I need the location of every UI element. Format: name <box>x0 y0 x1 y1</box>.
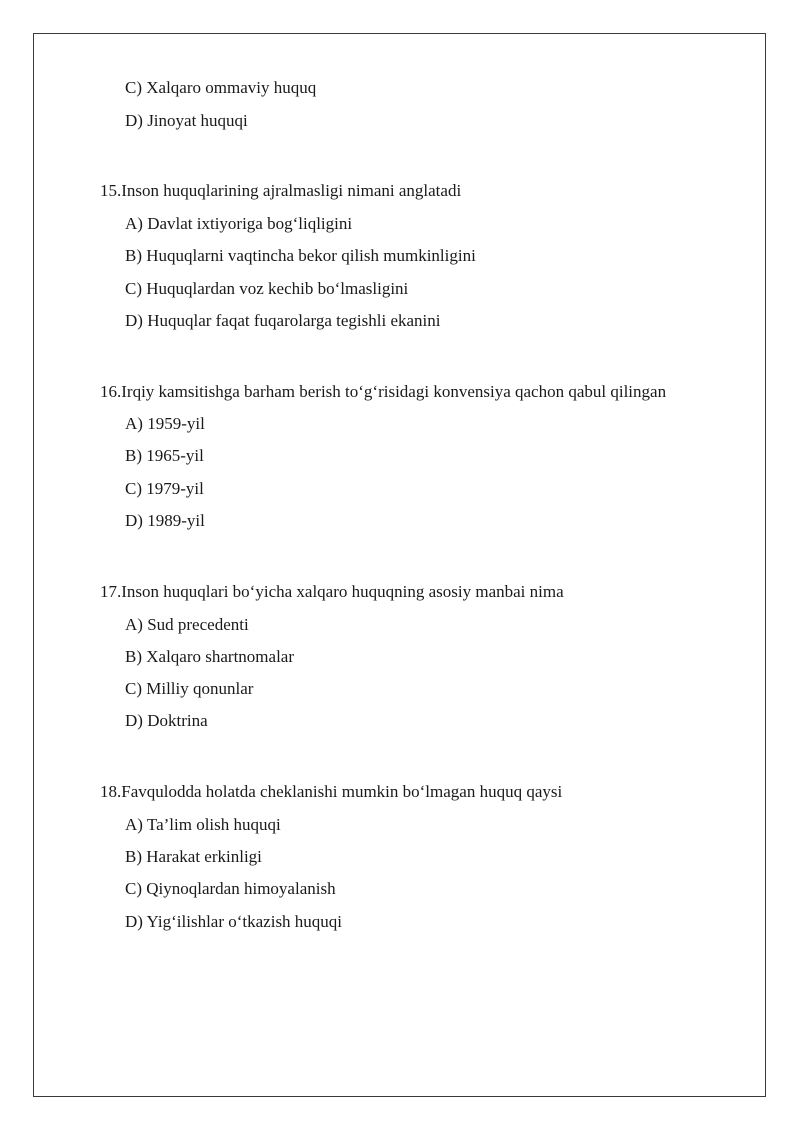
option-18-d: D) Yig‘ilishlar o‘tkazish huquqi <box>125 912 343 931</box>
option-16-b: B) 1965-yil <box>125 446 204 465</box>
option-18-a: A) Ta’lim olish huquqi <box>125 815 281 834</box>
option-15-d: D) Huquqlar faqat fuqarolarga tegishli ekanini <box>125 311 441 330</box>
option-14-c: C) Xalqaro ommaviy huquq <box>125 78 317 97</box>
option-17-c: C) Milliy qonunlar <box>125 679 254 698</box>
question-16-title: 16.Irqiy kamsitishga barham berish to‘g‘risidagi konvensiya qachon qabul qilingan <box>100 382 667 401</box>
option-16-a: A) 1959-yil <box>125 414 205 433</box>
option-18-b: B) Harakat erkinligi <box>125 847 262 866</box>
option-17-b: B) Xalqaro shartnomalar <box>125 647 294 666</box>
question-15-title: 15.Inson huquqlarining ajralmasligi nimani anglatadi <box>100 181 462 200</box>
option-17-a: A) Sud precedenti <box>125 615 249 634</box>
option-16-c: C) 1979-yil <box>125 479 204 498</box>
option-15-c: C) Huquqlardan voz kechib bo‘lmasligini <box>125 279 409 298</box>
option-15-a: A) Davlat ixtiyoriga bog‘liqligini <box>125 214 353 233</box>
option-16-d: D) 1989-yil <box>125 511 205 530</box>
question-17-title: 17.Inson huquqlari bo‘yicha xalqaro huquqning asosiy manbai nima <box>100 582 564 601</box>
option-17-d: D) Doktrina <box>125 711 208 730</box>
option-18-c: C) Qiynoqlardan himoyalanish <box>125 879 336 898</box>
option-15-b: B) Huquqlarni vaqtincha bekor qilish mumkinligini <box>125 246 476 265</box>
question-18-title: 18.Favqulodda holatda cheklanishi mumkin bo‘lmagan huquq qaysi <box>100 782 563 801</box>
option-14-d: D) Jinoyat huquqi <box>125 111 248 130</box>
